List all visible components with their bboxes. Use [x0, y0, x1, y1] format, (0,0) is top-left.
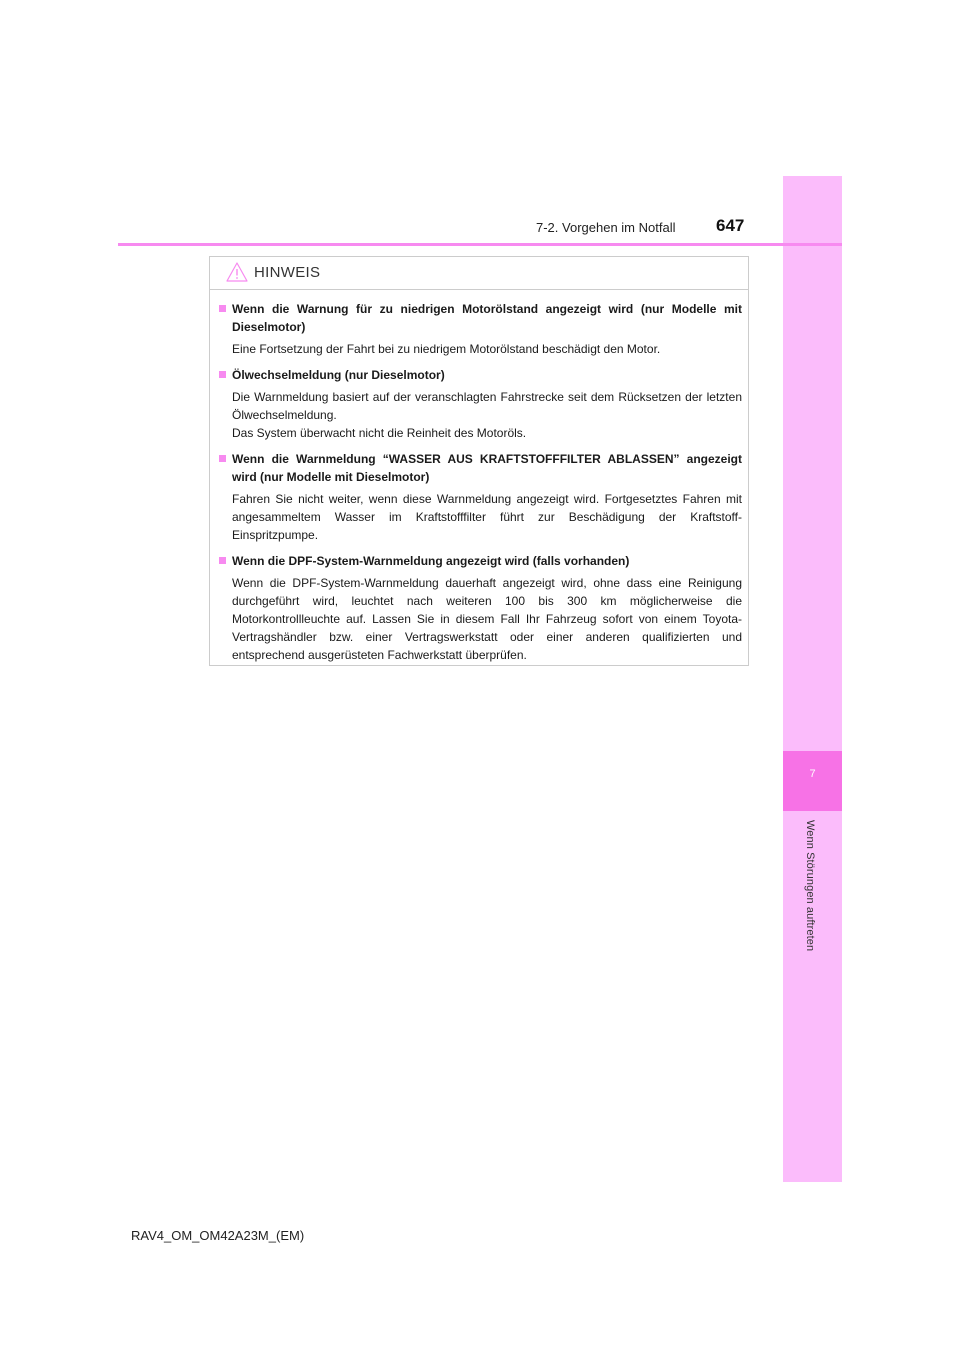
chapter-tab-active-marker[interactable]: [783, 751, 842, 811]
notice-header: [210, 257, 748, 290]
notice-item: [219, 450, 742, 544]
notice-item: [219, 552, 742, 664]
notice-item-title: Wenn die Warnmeldung “WASSER AUS KRAFTSTOFFFILTER ABLASSEN” angezeigt wird (nur Modelle mit Dieselmotor): [232, 452, 742, 484]
notice-item-title: Wenn die Warnung für zu niedrigen Motorölstand angezeigt wird (nur Modelle mit Dieselmotor): [232, 302, 742, 334]
chapter-number: 7: [809, 768, 816, 780]
notice-body: [210, 290, 748, 664]
bullet-square-icon: [219, 557, 226, 564]
notice-title: HINWEIS: [254, 264, 321, 281]
notice-item-text: Fahren Sie nicht weiter, wenn diese Warnmeldung angezeigt wird. Fortgesetztes Fahren mit angesammeltem Wasser im Kraftstofffilter führt zur Beschädigung der Kraftstoff-Einspritzpumpe.: [232, 492, 742, 542]
bullet-square-icon: [219, 455, 226, 462]
header-section-title: 7-2. Vorgehen im Notfall: [536, 220, 676, 235]
document-code: RAV4_OM_OM42A23M_(EM): [131, 1228, 305, 1243]
notice-item-text: Die Warnmeldung basiert auf der veranschlagten Fahrstrecke seit dem Rücksetzen der letzten Ölwechselmeldung. Das System überwacht nicht die Reinheit des Motoröls.: [232, 390, 742, 440]
bullet-square-icon: [219, 305, 226, 312]
notice-item-text: Eine Fortsetzung der Fahrt bei zu niedrigem Motorölstand beschädigt den Motor.: [232, 342, 661, 356]
warning-triangle-icon: [226, 262, 248, 282]
notice-item-title: Wenn die DPF-System-Warnmeldung angezeigt wird (falls vorhanden): [232, 554, 630, 568]
notice-item: [219, 366, 742, 442]
page-number: 647: [716, 216, 745, 235]
chapter-label: Wenn Störungen auftreten: [804, 820, 816, 952]
notice-item-title: Ölwechselmeldung (nur Dieselmotor): [232, 368, 445, 382]
notice-item-text: Wenn die DPF-System-Warnmeldung dauerhaft angezeigt wird, ohne dass eine Reinigung durchgeführt wird, leuchtet nach weiteren 100 bis 300 km möglicherweise die Motorkontrollleuchte auf. Lassen Sie in diesem Fall Ihr Fahrzeug sofort von einem Toyota-Vertragshändler bzw. einer Vertragswerkstatt oder einer anderen qualifizierten und entsprechend ausgerüsteten Fachwerkstatt überprüfen.: [232, 576, 742, 662]
header-rule: [118, 243, 842, 246]
notice-box: [209, 256, 749, 666]
chapter-side-tab: [783, 176, 842, 1182]
bullet-square-icon: [219, 371, 226, 378]
notice-item: [219, 300, 742, 358]
